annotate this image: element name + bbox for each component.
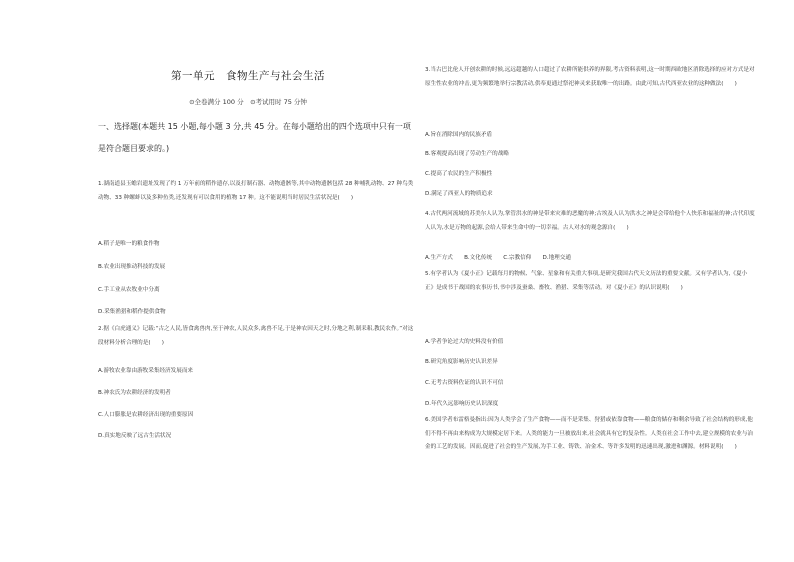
score-time-info: ⊙全卷满分 100 分 ⊙考试用时 75 分钟 [189, 98, 307, 106]
question-1-option-d[interactable]: D.采集渔猎和稻作提供食物 [98, 309, 166, 315]
question-2-option-c[interactable]: C.人口膨胀是农耕经济出现的重要原因 [98, 412, 194, 418]
question-2-option-b[interactable]: B.神农氏为农耕经济的发明者 [98, 390, 171, 396]
question-5-option-c[interactable]: C.无考古资料佐证的认识不可信 [425, 380, 504, 386]
question-2-option-a[interactable]: A.游牧农业靠由游牧采集经济发展而来 [98, 368, 194, 374]
question-3-stem: 3.当古巴比伦人开创农耕的时候,远远超越的人口超过了农耕所能供养的界限,考古资料表明,这一时期西欧地区消除选择的应对方式是对原生性农业的冲击,更为频繁地举行宗教活动,供奉更通过祭祀神灵来获取唯一的出路。由此可知,古代西亚农业的这种做法( ) [425, 67, 755, 87]
question-5-option-a[interactable]: A.学者争论过大的史料没有价值 [425, 339, 504, 345]
question-4-stem: 4.古代两河流域的苏美尔人认为,掌管洪水的神是带来灾难的恶魔的神;古埃及人认为洪水之神是会带给他个人快乐和福祉的神;古代印度人认为,水是万物的起源,会给人带来生命中的一切幸福。古人对水的观念源自( ) [425, 211, 755, 231]
question-1-option-b[interactable]: B.农业出现推动科技的发展 [98, 264, 166, 270]
question-4-options[interactable]: A.生产方式 B.文化传统 C.宗教信仰 D.地理交通 [425, 255, 571, 261]
question-1-option-a[interactable]: A.稻子是唯一的粮食作物 [98, 241, 160, 247]
unit-title: 第一单元 食物生产与社会生活 [171, 70, 325, 82]
question-5-stem: 5.有学者认为《夏小正》记载每月的物候、气象、星象和有关重大事项,是研究我国古代天文历法的重要文献。又有学者认为,《夏小正》是成书于战国的农事历书,书中涉及蚕桑、畜牧、渔猎、采集等活动。对《夏小正》的认识说明( ) [425, 271, 748, 291]
question-3-option-a[interactable]: A.旨在消除国内的民族矛盾 [425, 132, 493, 138]
question-2-stem: 2.据《白虎通义》记载:“古之人民,皆食禽兽肉,至于神农,人民众多,禽兽不足,于是神农因天之时,分地之利,制耒耜,教民农作。”对这段材料分析合理的是( ) [98, 326, 414, 346]
question-3-option-b[interactable]: B.客观提高出现了劳动生产的战略 [425, 151, 509, 157]
question-5-option-d[interactable]: D.年代久远影响历史认识深度 [425, 401, 499, 407]
question-5-option-b[interactable]: B.研究角度影响历史认识差异 [425, 359, 498, 365]
question-2-option-d[interactable]: D.真实地反映了远古生活状况 [98, 433, 172, 439]
question-3-option-c[interactable]: C.提高了农民的生产积极性 [425, 171, 493, 177]
question-1-stem: 1.湖南道县玉蟾岩遗址发现了约 1 万年前的稻作遗存,以及打制石器、动物遗骸等,其中动物遗骸包括 28 种哺乳动物、27 种鸟类动物、33 种螺蚌以及多种鱼类,还发现有可以食用的植物 17 种。这不能说明当时居民生活状况是( ) [98, 181, 414, 201]
question-1-option-c[interactable]: C.手工业从农牧业中分离 [98, 287, 160, 293]
question-3-option-d[interactable]: D.满足了西亚人的物质追求 [425, 191, 493, 197]
section-heading: 一、选择题(本题共 15 小题,每小题 3 分,共 45 分。在每小题给出的四个选项中只有一项是符合题目要求的。) [98, 122, 411, 153]
question-6-stem: 6.美国学者布雷格曼指出:因为人类学会了生产食物——而不是采集、狩猎或依靠食物——粮食的储存和剩余导致了社会结构的形成,他们不得不再由来构成为大规模定居下来。人类的能力一旦被放出来,社会就具有它的复杂性。人类在社会工作中去,建立规模的农业与冶金的工艺的发展。因而,促进了社会的生产发展,为手工业、铸铁、冶金术、等许多发明的迅速出现,激进和渊源。材料说明( ) [425, 417, 753, 450]
